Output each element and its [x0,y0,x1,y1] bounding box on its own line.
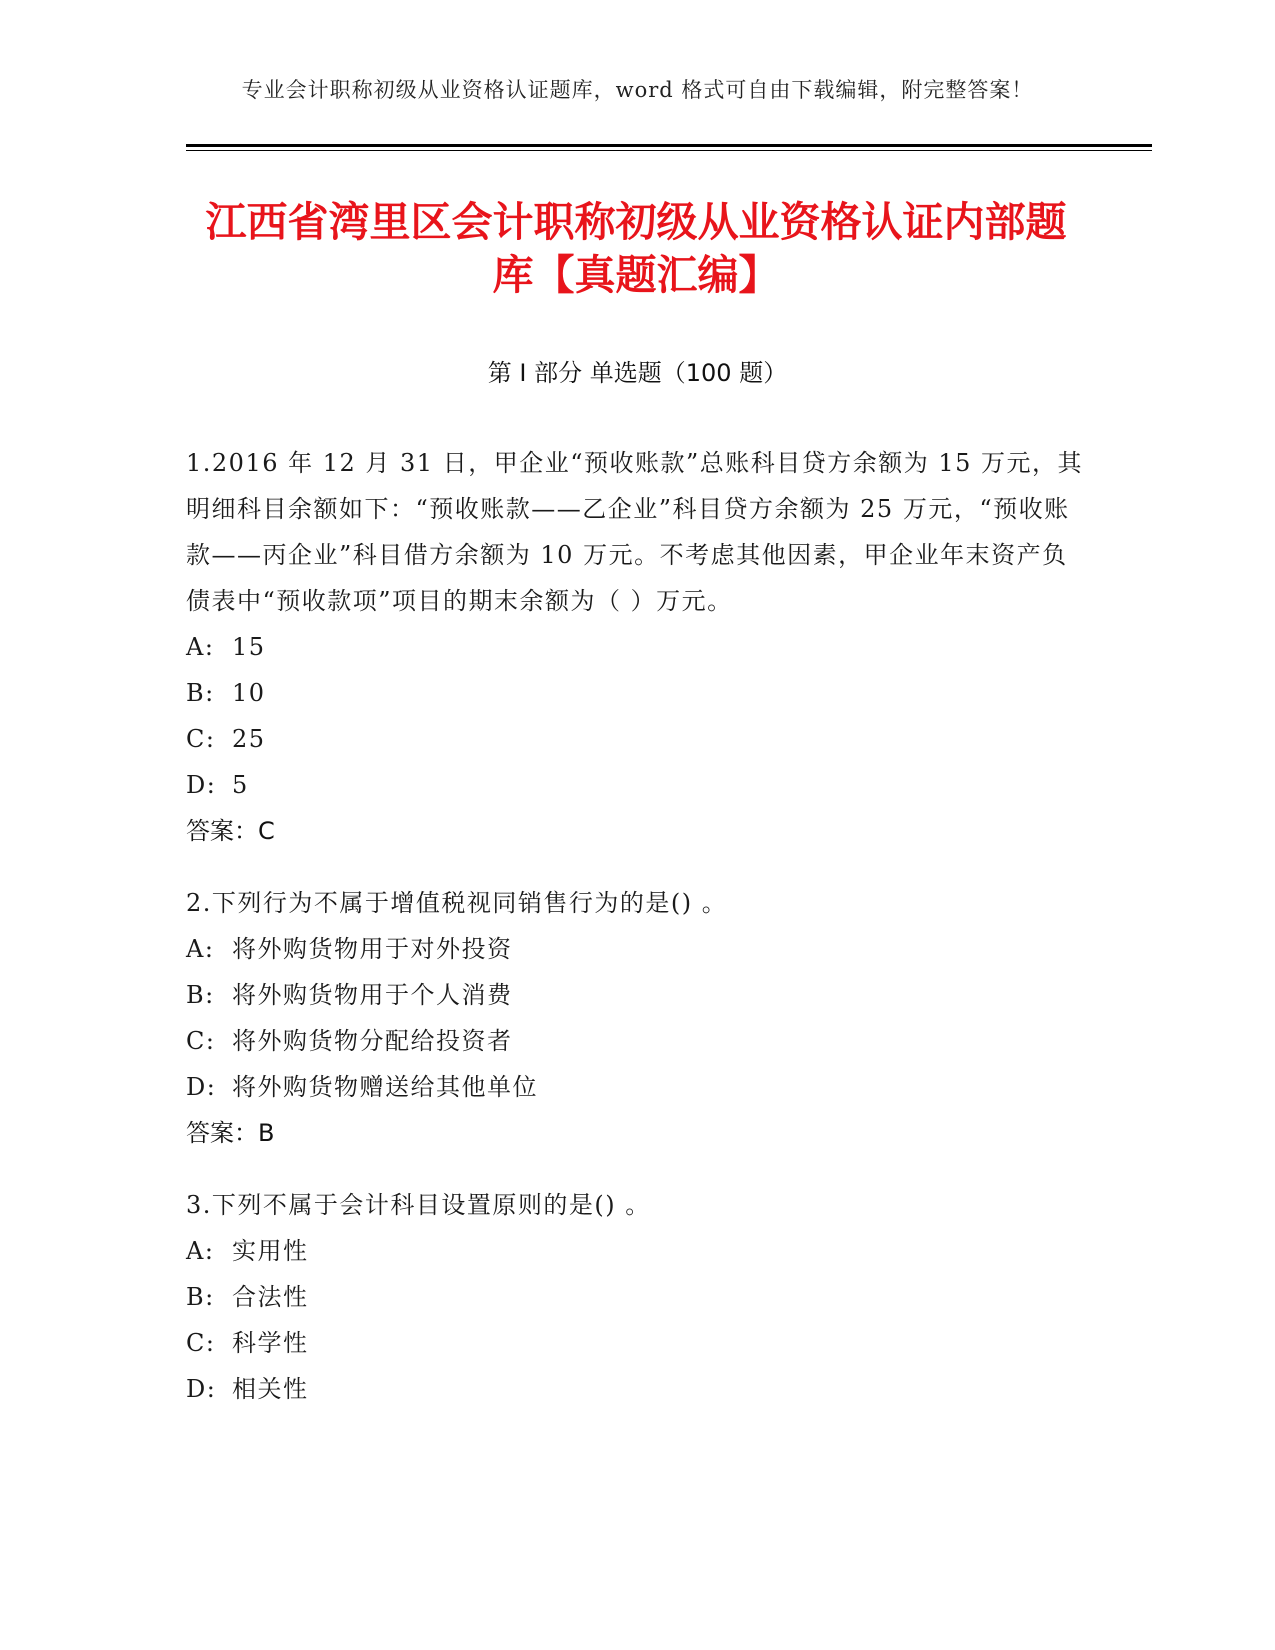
option-b [186,1274,1086,1320]
option-text: 将外购货物用于个人消费 [232,981,513,1009]
option-text: 合法性 [232,1283,309,1311]
question-answer: 答案：B [186,1119,275,1147]
option-text: 相关性 [232,1375,309,1403]
option-letter: C: [186,1329,216,1357]
option-text: 10 [232,679,266,707]
question-stem: 3.下列不属于会计科目设置原则的是() 。 [186,1191,651,1219]
document-title: 江西省湾里区会计职称初级从业资格认证内部题库【真题汇编】 [205,198,1067,299]
option-c [186,1018,1086,1064]
section-heading: 第 I 部分 单选题（100 题） [487,359,788,387]
option-letter: B: [186,679,215,707]
option-d [186,1366,1086,1412]
option-d [186,762,1086,808]
option-letter: D: [186,1375,217,1403]
option-letter: B: [186,981,215,1009]
option-text: 15 [232,633,266,661]
question-3 [186,1182,1086,1412]
option-letter: A: [186,633,215,661]
page-header-note: 专业会计职称初级从业资格认证题库，word 格式可自由下载编辑，附完整答案！ [241,78,1034,102]
option-c [186,1320,1086,1366]
option-letter: A: [186,1237,215,1265]
option-a [186,624,1086,670]
question-stem: 1.2016 年 12 月 31 日，甲企业“预收账款”总账科目贷方余额为 15 万元，其明细科目余额如下：“预收账款——乙企业”科目贷方余额为 25 万元，“预收账款——丙企业”科目借方余额为 10 万元。不考虑其他因素，甲企业年末资产负债表中“预收款项”项目的期末余额为（ ）万元。 [186,449,1084,615]
option-a [186,926,1086,972]
option-d [186,1064,1086,1110]
option-c [186,716,1086,762]
option-letter: C: [186,1027,216,1055]
option-letter: D: [186,1073,217,1101]
option-text: 实用性 [232,1237,309,1265]
option-b [186,972,1086,1018]
question-2 [186,880,1086,1156]
option-letter: D: [186,771,217,799]
option-text: 将外购货物用于对外投资 [232,935,513,963]
header-rule-thick [186,144,1152,147]
option-a [186,1228,1086,1274]
option-text: 25 [232,725,266,753]
option-text: 科学性 [232,1329,309,1357]
option-letter: A: [186,935,215,963]
header-rule-thin [186,150,1152,151]
question-list [186,440,1086,1438]
option-letter: C: [186,725,216,753]
question-1 [186,440,1086,854]
option-text: 将外购货物分配给投资者 [232,1027,513,1055]
question-answer: 答案：C [186,817,275,845]
option-text: 将外购货物赠送给其他单位 [232,1073,538,1101]
option-b [186,670,1086,716]
option-text: 5 [232,771,249,799]
question-stem: 2.下列行为不属于增值税视同销售行为的是() 。 [186,889,728,917]
option-letter: B: [186,1283,215,1311]
